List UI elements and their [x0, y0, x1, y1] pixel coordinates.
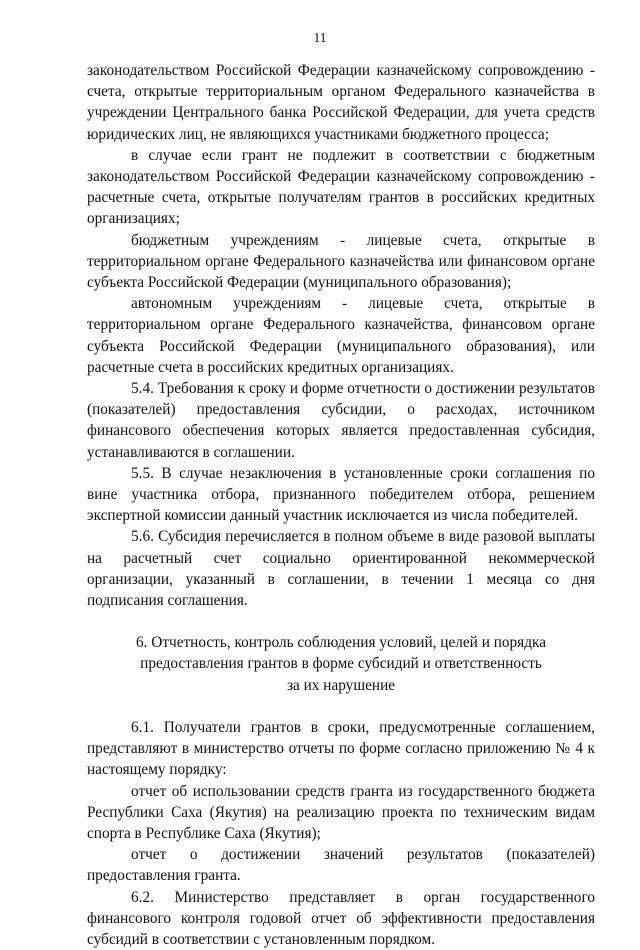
section-heading-line: 6. Отчетность, контроль соблюдения условий, целей и порядка: [135, 634, 546, 652]
paragraph: 6.1. Получатели грантов в сроки, предусмотренные соглашением, представляют в министерство отчеты по форме согласно приложению № 4 к настоящему порядку:: [87, 718, 595, 779]
paragraph: отчет об использовании средств гранта из государственного бюджета Республики Саха (Якутия) на реализацию проекта по техническим видам спорта в Республике Саха (Якутия);: [87, 782, 595, 842]
paragraph: законодательством Российской Федерации казначейскому сопровождению - счета, открытые территориальным органом Федерального казначейства в учреждении Центрального банка Российской Федерации, для учета средств юридических лиц, не являющихся участниками бюджетного процесса;: [87, 62, 595, 143]
paragraph: 5.4. Требования к сроку и форме отчетности о достижении результатов (показателей) предоставления субсидии, о расходах, источником финансового обеспечения которых является предоставленная субсидия, устанавливаются в соглашении.: [87, 380, 595, 461]
paragraph: автономным учреждениям - лицевые счета, открытые в территориальном органе Федерального казначейства, финансовом органе субъекта Российской Федерации (муниципального образования), или расчетные счета в российских кредитных организациях.: [87, 295, 595, 376]
paragraph: бюджетным учреждениям - лицевые счета, открытые в территориальном органе Федерального казначейства или финансовом органе субъекта Российской Федерации (муниципального образования);: [87, 231, 595, 292]
paragraph: 5.5. В случае незаключения в установленные сроки соглашения по вине участника отбора, признанного победителем отбора, решением экспертной комиссии данный участник исключается из числа победителей.: [87, 464, 595, 525]
paragraph: 6.2. Министерство представляет в орган государственного финансового контроля годовой отчет об эффективности предоставления субсидий в соответствии с установленным порядком.: [87, 888, 595, 948]
paragraph: в случае если грант не подлежит в соответствии с бюджетным законодательством Российской Федерации казначейскому сопровождению - расчетные счета, открытые получателям грантов в российских кредитных организациях;: [87, 146, 595, 228]
section-heading-line: предоставления грантов в форме субсидий и ответственность: [140, 655, 542, 673]
document-body: [87, 60, 595, 950]
paragraph: отчет о достижении значений результатов (показателей) предоставления гранта.: [87, 846, 595, 885]
paragraph: 5.6. Субсидия перечисляется в полном объеме в виде разовой выплаты на расчетный счет социально ориентированной некоммерческой организации, указанный в соглашении, в течении 1 месяца со дня подписания соглашения.: [87, 528, 595, 610]
section-heading-line: за их нарушение: [286, 676, 396, 694]
page-number: 11: [313, 30, 327, 45]
section-heading: [87, 632, 595, 696]
